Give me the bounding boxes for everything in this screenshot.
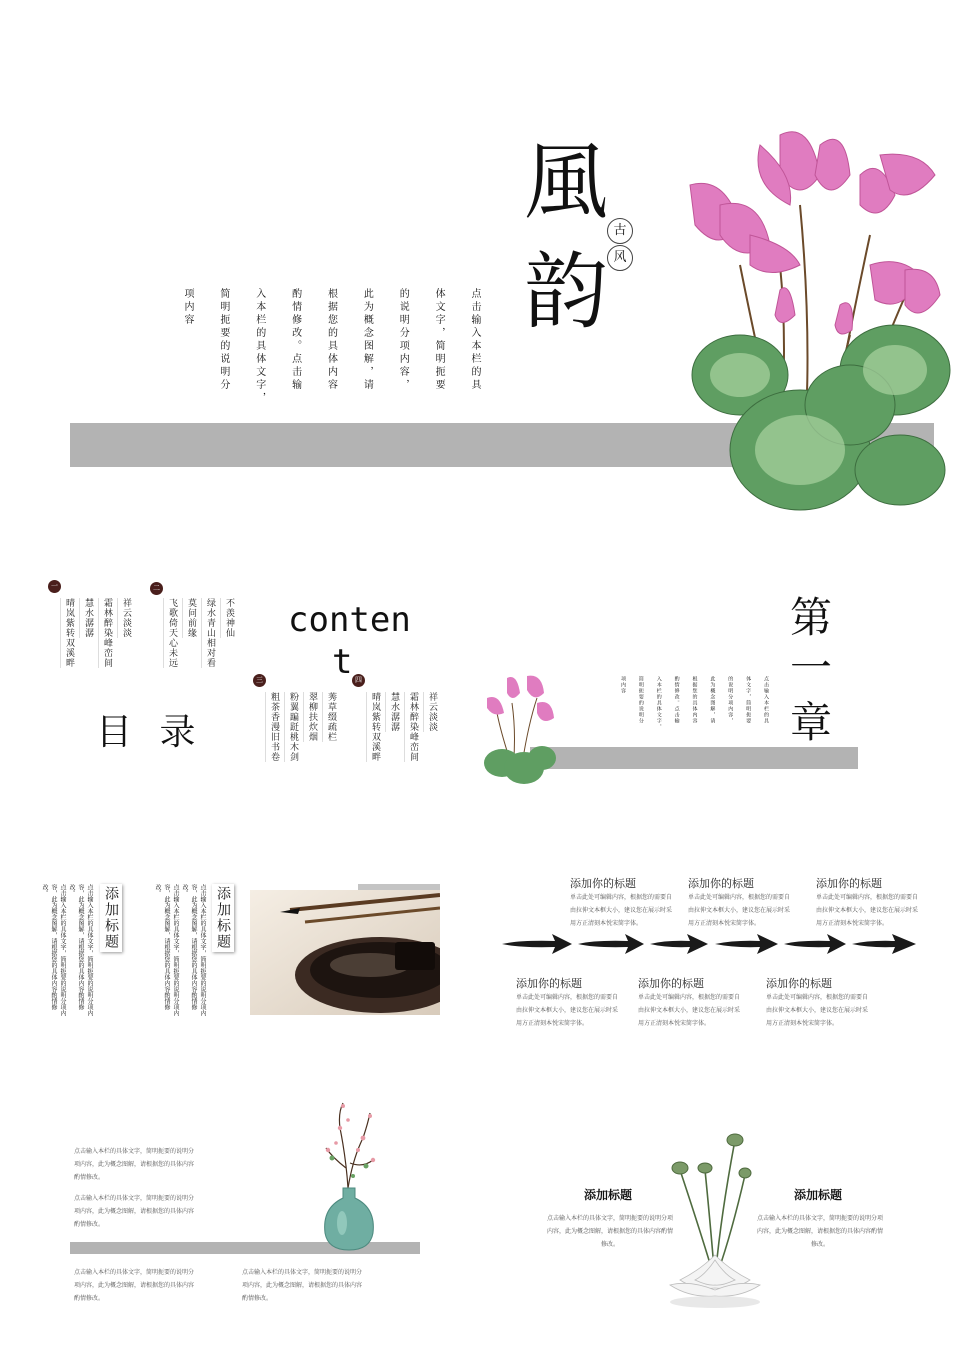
cover-body-text xyxy=(180,288,482,418)
inkstone-photo xyxy=(250,890,440,1015)
right-text-col: 容，此为概念图解，请根据您的具体内容酌情修改。 xyxy=(154,884,170,1010)
cover-badge-feng xyxy=(607,245,633,271)
vase-paragraph-4 xyxy=(242,1266,402,1305)
left-text-col: 点击输入本栏的具体文字，简明扼要的说明分项内 xyxy=(59,884,66,1016)
process-item-bottom-3 xyxy=(766,975,876,1030)
process-item-top-3 xyxy=(816,875,926,930)
vase-plum-illustration xyxy=(318,1098,380,1253)
vase-para-line: 点击输入本栏的具体文字，简明扼要的说明分 xyxy=(74,1269,195,1276)
process-title: 添加你的标题 xyxy=(638,977,704,990)
process-title: 添加你的标题 xyxy=(516,977,582,990)
cover-body-col: 的说明分项内容， xyxy=(397,288,409,392)
cover-badge-gu-text: 古 xyxy=(613,223,627,238)
cover-body-col: 此为概念图解，请 xyxy=(361,288,373,392)
toc-s1-line: 晴岚紫转双溪畔 xyxy=(60,598,76,668)
vase-para-line: 酌情修改。 xyxy=(242,1295,273,1302)
process-text: 用方正清刻本悦宋简字体。 xyxy=(516,1020,589,1027)
cover-title-yun: 韵 xyxy=(524,243,609,341)
process-text: 单击此处可编辑内容，根据您的需要自 xyxy=(516,994,619,1001)
vase-para-line: 项内容，此为概念图解，请根据您的具体内容 xyxy=(74,1282,195,1289)
process-title: 添加你的标题 xyxy=(688,877,754,890)
right-text-col: 点击输入本栏的具体文字，简明扼要的说明分项内 xyxy=(172,884,179,1016)
chapter-body-col: 点击输入本栏的具 xyxy=(763,676,769,724)
lotus-left-line: 修改。 xyxy=(600,1241,619,1248)
process-text: 用方正清刻本悦宋简字体。 xyxy=(688,920,761,927)
process-text: 单击此处可编辑内容，根据您的需要自 xyxy=(570,894,673,901)
process-text: 单击此处可编辑内容，根据您的需要自 xyxy=(766,994,869,1001)
chapter-body-col: 此为概念图解，请 xyxy=(709,676,716,724)
toc-s2-line: 莫问前缘 xyxy=(182,598,198,638)
ink-arrow-row xyxy=(500,930,920,958)
process-item-bottom-1 xyxy=(516,975,626,1030)
heading-left-box xyxy=(100,884,122,952)
toc-s4-line: 晴岚紫转双溪畔 xyxy=(366,692,382,762)
lotus-left-title: 添加标题 xyxy=(584,1188,633,1202)
toc-s1-line: 祥云淡淡 xyxy=(117,598,133,638)
toc-label: 目 录 xyxy=(96,712,204,753)
vase-para-line: 点击输入本栏的具体文字，简明扼要的说明分 xyxy=(242,1269,363,1276)
toc-s3-line: 翠柳扶炊烟 xyxy=(303,692,319,742)
chapter-char-2: 一 xyxy=(790,643,833,692)
process-title: 添加你的标题 xyxy=(766,977,832,990)
lotus-right-line: 内容，此为概念图解，请根据您的具体内容酌情 xyxy=(756,1228,883,1235)
vase-paragraph-3 xyxy=(74,1266,234,1305)
cover-badge-feng-text: 风 xyxy=(613,250,627,265)
right-text-block xyxy=(155,884,207,1019)
toc-s2-line: 绿水青山相对看 xyxy=(201,598,217,668)
vase-para-line: 项内容，此为概念图解，请根据您的具体内容 xyxy=(242,1282,363,1289)
lotus-right-title: 添加标题 xyxy=(794,1188,843,1202)
chapter-gray-band xyxy=(530,747,858,769)
process-text: 用方正清刻本悦宋简字体。 xyxy=(570,920,643,927)
toc-badge-4: 四 xyxy=(352,674,365,687)
chapter-char-1: 第 xyxy=(790,593,833,642)
vase-para-line: 项内容，此为概念图解，请根据您的具体内容 xyxy=(74,1161,195,1168)
chapter-body-col: 简明扼要的说明分 xyxy=(637,676,644,724)
toc-badge-3: 三 xyxy=(253,674,266,687)
cover-badge-gu xyxy=(607,218,633,244)
cover-body-col: 酌情修改。点击输 xyxy=(289,288,301,392)
process-text: 单击此处可编辑内容，根据您的需要自 xyxy=(638,994,741,1001)
left-text-block xyxy=(42,884,94,1019)
lotus-left-line: 点击输入本栏的具体文字，简明扼要的说明分项 xyxy=(546,1215,673,1222)
toc-badge-1: 一 xyxy=(48,580,61,593)
process-text: 由拉伸文本框大小，建议您在展示时采 xyxy=(638,1007,741,1014)
toc-s1-line: 慧水潺潺 xyxy=(79,598,95,638)
vase-para-line: 点击输入本栏的具体文字，简明扼要的说明分 xyxy=(74,1148,195,1155)
process-text: 用方正清刻本悦宋简字体。 xyxy=(766,1020,839,1027)
cover-body-col: 根据您的具体内容 xyxy=(325,288,337,392)
toc-s3-line: 粗茶香漫旧书卷 xyxy=(265,692,281,762)
heading-right-box xyxy=(212,884,234,952)
process-text: 由拉伸文本框大小，建议您在展示时采 xyxy=(570,907,673,914)
cover-body-col: 点击输入本栏的具 xyxy=(469,288,480,392)
process-text: 由拉伸文本框大小，建议您在展示时采 xyxy=(516,1007,619,1014)
small-cyclamen-illustration xyxy=(482,668,562,790)
process-text: 由拉伸文本框大小，建议您在展示时采 xyxy=(688,907,791,914)
process-text: 由拉伸文本框大小，建议您在展示时采 xyxy=(816,907,919,914)
toc-s2-line: 飞歌倚天心未远 xyxy=(163,598,179,668)
vase-para-line: 酌情修改。 xyxy=(74,1174,105,1181)
left-text-col: 容，此为概念图解，请根据您的具体内容酌情修改。 xyxy=(68,884,84,1010)
toc-content-word: conten xyxy=(288,600,411,640)
vase-para-line: 项内容，此为概念图解，请根据您的具体内容 xyxy=(74,1208,195,1215)
process-item-top-1 xyxy=(570,875,680,930)
toc-badge-2: 二 xyxy=(150,582,163,595)
process-text: 由拉伸文本框大小，建议您在展示时采 xyxy=(766,1007,869,1014)
lotus-left-text xyxy=(545,1212,675,1251)
lotus-illustration xyxy=(660,1130,770,1310)
toc-s4-line: 慧水潺潺 xyxy=(385,692,401,732)
cyclamen-illustration xyxy=(680,115,955,525)
chapter-body-col: 根据您的具体内容 xyxy=(691,676,698,724)
toc-s4-line: 霜林醉染峰峦间 xyxy=(404,692,420,762)
chapter-body-col: 的说明分项内容， xyxy=(727,676,734,724)
process-item-bottom-2 xyxy=(638,975,748,1030)
process-text: 单击此处可编辑内容，根据您的需要自 xyxy=(816,894,919,901)
heading-left: 添加标题 xyxy=(103,886,119,950)
right-text-col: 点击输入本栏的具体文字，简明扼要的说明分项内 xyxy=(199,884,206,1016)
cover-title-feng: 風 xyxy=(524,133,609,231)
lotus-right-text xyxy=(755,1212,885,1251)
chapter-body-col: 入本栏的具体文字， xyxy=(655,676,662,730)
cover-body-col: 体文字，简明扼要 xyxy=(433,288,445,392)
process-title: 添加你的标题 xyxy=(816,877,882,890)
vase-para-line: 点击输入本栏的具体文字，简明扼要的说明分 xyxy=(74,1195,195,1202)
cover-body-col: 简明扼要的说明分 xyxy=(217,288,229,392)
toc-s3-line: 粉翼蹁跹桃木剑 xyxy=(284,692,300,762)
toc-s2-line: 不羡神仙 xyxy=(220,598,236,638)
toc-content-word-t: t xyxy=(332,642,353,682)
process-title: 添加你的标题 xyxy=(570,877,636,890)
vase-para-line: 酌情修改。 xyxy=(74,1221,105,1228)
chapter-body-col: 体文字，简明扼要 xyxy=(745,676,752,724)
vase-paragraph-1 xyxy=(74,1145,234,1184)
process-text: 单击此处可编辑内容，根据您的需要自 xyxy=(688,894,791,901)
chapter-body-text xyxy=(620,676,770,736)
lotus-right-line: 修改。 xyxy=(810,1241,829,1248)
toc-s3-line: 莠草缀疏栏 xyxy=(322,692,338,742)
chapter-body-col: 酌情修改。点击输 xyxy=(673,676,680,724)
vase-para-line: 酌情修改。 xyxy=(74,1295,105,1302)
process-text: 用方正清刻本悦宋简字体。 xyxy=(816,920,889,927)
cover-body-col: 入本栏的具体文字， xyxy=(253,288,265,405)
cover-body-col: 项内容 xyxy=(182,288,193,327)
left-text-col: 点击输入本栏的具体文字，简明扼要的说明分项内 xyxy=(86,884,93,1016)
heading-right: 添加标题 xyxy=(215,886,231,950)
toc-s4-line: 祥云淡淡 xyxy=(423,692,439,732)
process-text: 用方正清刻本悦宋简字体。 xyxy=(638,1020,711,1027)
lotus-right-line: 点击输入本栏的具体文字，简明扼要的说明分项 xyxy=(756,1215,883,1222)
left-text-col: 容，此为概念图解，请根据您的具体内容酌情修改。 xyxy=(41,884,57,1010)
right-text-col: 容，此为概念图解，请根据您的具体内容酌情修改。 xyxy=(181,884,197,1010)
lotus-left-line: 内容，此为概念图解，请根据您的具体内容酌情 xyxy=(546,1228,673,1235)
process-item-top-2 xyxy=(688,875,798,930)
vase-paragraph-2 xyxy=(74,1192,234,1231)
chapter-body-col: 项内容 xyxy=(620,676,626,694)
chapter-char-3: 章 xyxy=(790,698,833,747)
toc-s1-line: 霜林醉染峰峦间 xyxy=(98,598,114,668)
